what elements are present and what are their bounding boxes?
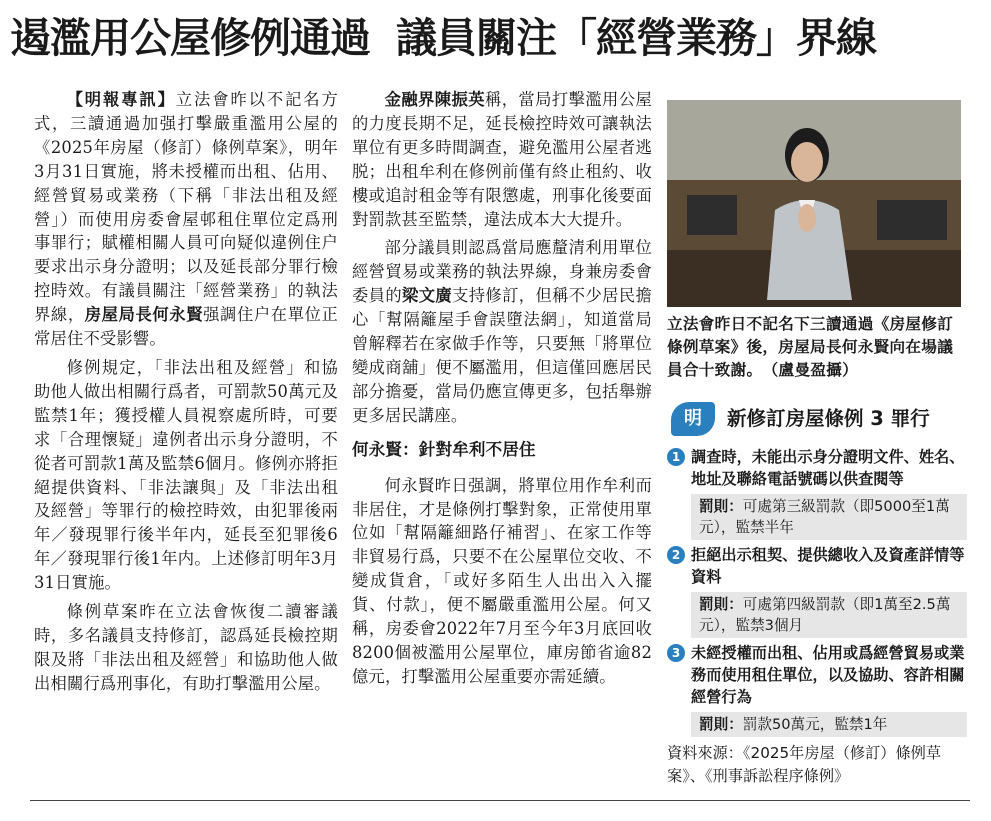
bold-name: 房屋局長何永賢	[84, 305, 204, 325]
penalty-box	[691, 712, 967, 737]
photo-caption: 立法會昨日不記名下三讀通過《房屋修訂條例草案》後，房屋局長何永賢向在場議員合十致謝。 （盧曼盈攝）	[667, 315, 954, 379]
headline	[10, 6, 981, 70]
sidebar-title	[667, 400, 967, 438]
offence-text: 拒絕出示租契、提供總收入及資產詳情等資料	[691, 546, 965, 586]
paragraph-text: 支持修訂，但稱不少居民擔心「幫隔籬屋手會誤墮法網」，知道當局曾解釋若在家做手作等，只要無「將單位變成商舖」便不屬濫用，但這僅回應居民部分擔憂，當局仍應宣傳更多，包括舉辦更多居民講座。	[352, 286, 652, 425]
paragraph: 修例規定，「非法出租及經營」和協助他人做出相關行爲者，可罰款50萬元及監禁1年；獲授權人員視察處所時，可要求「合理懷疑」違例者出示身分證明，不從者可罰款1萬及監禁6個月。修例亦將拒絕提供資料、「非法讓與」及「非法出租及經營」等罪行的檢控時效，由犯罪後兩年／發現罪行後半年内，延長至犯罪後6年／發現罪行後1年内。上述修訂明年3月31日實施。	[34, 357, 338, 593]
number-badge: 3	[667, 644, 685, 662]
photo-illustration	[667, 100, 961, 307]
sidebar-heading: 新修訂房屋條例 3 罪行	[727, 407, 930, 430]
number-badge: 1	[667, 448, 685, 466]
paragraph-text: 立法會昨以不記名方式，三讀通過加强打擊嚴重濫用公屋的《2025年房屋（修訂）條例草案》，明年3月31日實施，將未授權而出租、佔用、經營貿易或業務（下稱「非法出租及經營」）而使用房委會屋邨租住單位定爲刑事罪行；賦權相關人員可向疑似違例住户要求出示身分證明；以及延長部分罪行檢控時效。有議員關注「經營業務」的執法界線，	[34, 90, 338, 325]
paragraph-text: 强調住户在單位正常居住不受影響。	[34, 305, 339, 349]
article-column-2	[352, 88, 652, 694]
offence-text: 調查時，未能出示身分證明文件、姓名、地址及聯絡電話號碼以供查閱等	[691, 448, 965, 488]
paragraph	[34, 88, 338, 351]
penalty-label: 罰則：	[699, 498, 743, 515]
paragraph: 何永賢昨日强調，將單位用作牟利而非居住，才是條例打擊對象，正常使用單位如「幫隔籬細路仔補習」、在家工作等非貿易行爲，只要不在公屋單位交收、不變成貨倉，「或好多陌生人出出入入擺貨、付款」，便不屬嚴重濫用公屋。何又稱，房委會2022年7月至今年3月底回收8200個被濫用公屋單位，庫房節省逾82億元，打擊濫用公屋重要亦需延續。	[352, 475, 652, 686]
penalty-text: 罰款50萬元，監禁1年	[742, 716, 888, 733]
news-photo	[667, 100, 961, 307]
penalty-text: 可處第三級罰款（即5000至1萬元），監禁半年	[699, 498, 950, 536]
number-badge: 2	[667, 546, 685, 564]
penalty-label: 罰則：	[699, 596, 743, 613]
offence-list	[667, 442, 967, 739]
offence-item	[667, 446, 967, 490]
article-column-1	[34, 88, 338, 701]
offence-text: 未經授權而出租、佔用或爲經營貿易或業務而使用租住單位，以及協助、容許相關經營行為	[691, 644, 965, 706]
source-tag: 【明報專訊】	[66, 90, 176, 109]
paragraph: 條例草案昨在立法會恢復二讀審議時，多名議員支持修訂，認爲延長檢控期限及將「非法出租及經營」和協助他人做出相關行爲刑事化，有助打擊濫用公屋。	[34, 602, 338, 693]
paragraph-text: 部分議員則認爲當局應釐清利用單位經營貿易或業務的執法界線，身兼房委會委員的	[352, 238, 652, 306]
divider	[30, 800, 970, 801]
headline-right: 議員關注「經營業務」界線	[396, 14, 876, 62]
penalty-label: 罰則：	[699, 716, 743, 733]
bold-name: 梁文廣	[402, 286, 453, 306]
penalty-box	[691, 494, 967, 540]
paragraph-text: 稱，當局打擊濫用公屋的力度長期不足，延長檢控時效可讓執法單位有更多時間調查，避免濫用公屋者逃脱；出租牟利在修例前僅有終止租約、收樓或追討租金等有限懲處，刑事化後要面對罰款甚至監禁，違法成本大大提升。	[352, 90, 652, 229]
paragraph	[352, 236, 652, 427]
penalty-box	[691, 592, 967, 638]
ming-badge: 明	[671, 402, 715, 436]
headline-left: 遏濫用公屋修例通過	[10, 14, 370, 62]
offence-item	[667, 642, 967, 708]
penalty-text: 可處第四級罰款（即1萬至2.5萬元），監禁3個月	[699, 596, 951, 634]
subheading: 何永賢：針對牟利不居住	[352, 439, 536, 459]
bold-name: 金融界陳振英	[384, 90, 485, 109]
paragraph	[352, 88, 652, 231]
data-source: 資料來源：《2025年房屋（修訂）條例草案》、《刑事訴訟程序條例》	[667, 744, 942, 785]
offence-item	[667, 544, 967, 588]
